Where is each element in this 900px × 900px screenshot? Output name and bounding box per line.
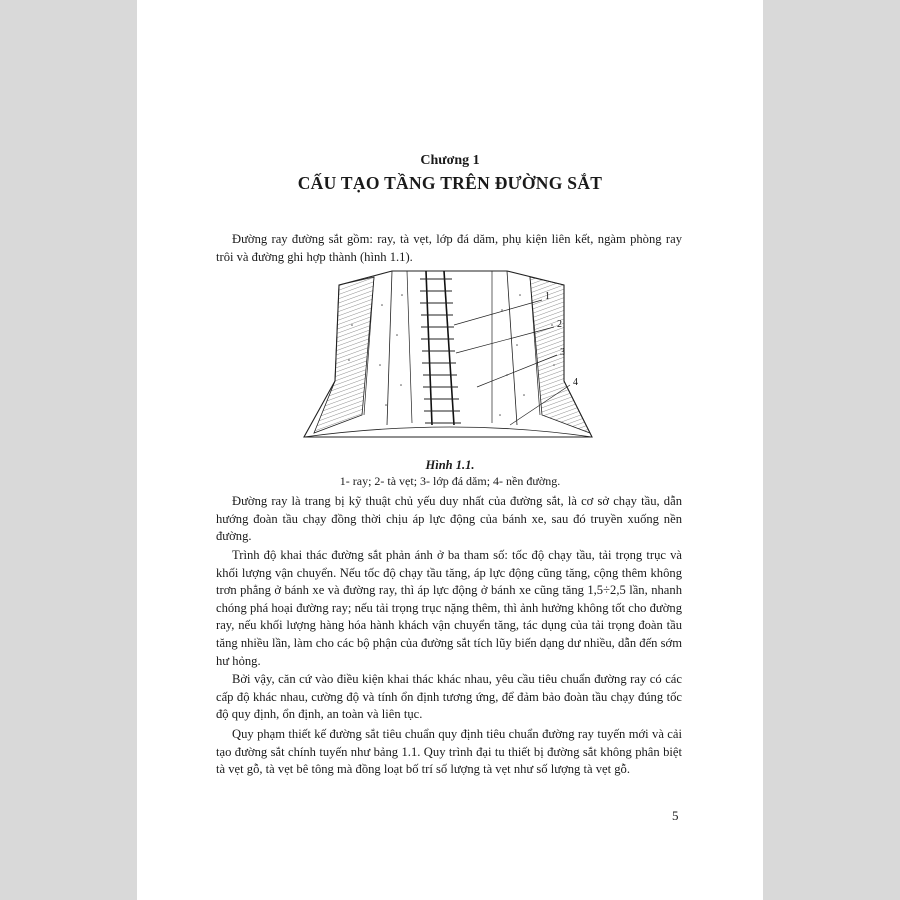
body-paragraph: Bởi vậy, căn cứ vào điều kiện khai thác khác nhau, yêu cầu tiêu chuẩn đường ray có các cấp độ khác nhau, cường độ và tính ổn định tương ứng, để đảm bảo đoàn tầu chạy đúng tốc độ quy định, ổn định, an toàn và liên tục. [216, 672, 682, 722]
figure-label-3: 3 [560, 347, 565, 358]
figure-caption: 1- ray; 2- tà vẹt; 3- lớp đá dăm; 4- nền đường. [339, 474, 561, 488]
figure-label-1: 1 [545, 291, 550, 302]
figure-label-4: 4 [573, 377, 578, 388]
body-paragraph: Quy phạm thiết kế đường sắt tiêu chuẩn quy định tiêu chuẩn đường ray tuyến mới và cải tạo đường sắt chính tuyến như bảng 1.1. Quy trình đại tu thiết bị đường sắt không phân biệt tà vẹt gỗ, tà vẹt bê tông mà đồng loạt bố trí số lượng tà vẹt như số lượng tà vẹt gỗ. [216, 727, 682, 777]
figure-label-2: 2 [557, 319, 562, 330]
chapter-label: Chương 1 [420, 153, 480, 168]
track-diagram [302, 265, 602, 455]
body-paragraph: Trình độ khai thác đường sắt phản ánh ở ba tham số: tốc độ chạy tầu, tải trọng trục và khối lượng vận chuyển. Nếu tốc độ chạy tầu tăng, áp lực động cũng tăng, cộng thêm không trơn phẳng ở bánh xe và đường ray, thì áp lực động ở bánh xe cũng tăng 1,5÷2,5 lần, nhanh chóng phá hoại đường ray; nếu tải trọng trục nặng thêm, thì ảnh hưởng không tốt cho đường ray, nếu khối lượng hàng hóa hành khách vận chuyển tăng, tác dụng của tải trọng đoàn tầu tăng nhiều lần, làm cho các bộ phận của đường sắt tích lũy biến dạng dư nhiều, dẫn đến sớm hư hỏng. [216, 548, 682, 668]
book-page [137, 0, 763, 900]
figure-title: Hình 1.1. [425, 458, 475, 472]
body-paragraph: Đường ray là trang bị kỹ thuật chủ yếu duy nhất của đường sắt, là cơ sở chạy tầu, dẫn hướng đoàn tầu chạy đồng thời chịu áp lực động của bánh xe, sau đó truyền xuống nền đường. [216, 494, 682, 544]
chapter-title: CẤU TẠO TẦNG TRÊN ĐƯỜNG SẮT [297, 173, 603, 193]
page-number: 5 [672, 808, 679, 823]
intro-paragraph: Đường ray đường sắt gồm: ray, tà vẹt, lớp đá dăm, phụ kiện liên kết, ngàm phòng ray trôi và đường ghi hợp thành (hình 1.1). [216, 232, 682, 264]
